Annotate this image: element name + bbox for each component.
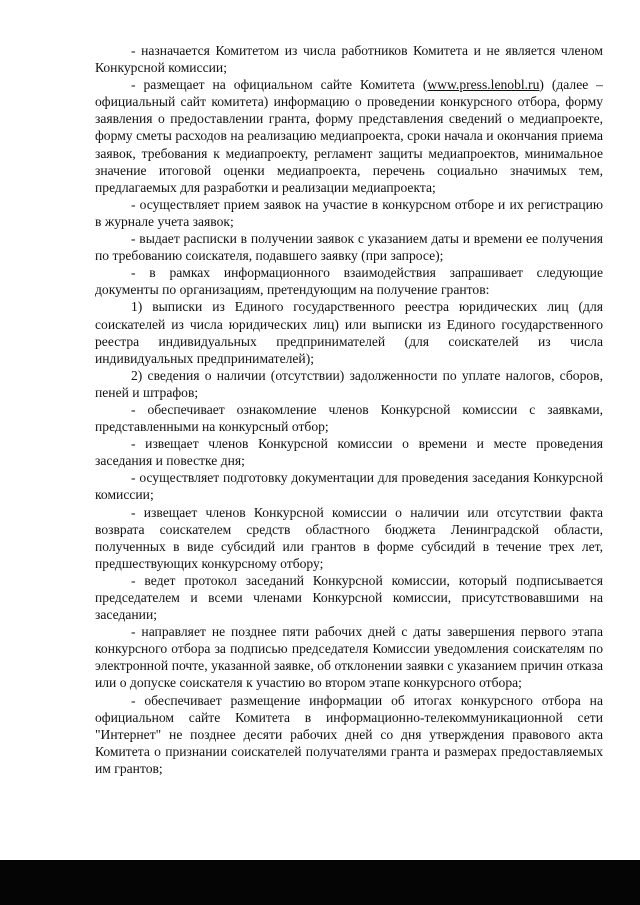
paragraph-text: ) (далее – официальный сайт комитета) информацию о проведении конкурсного отбора, форму заявления о предоставлении гранта, форму представления сведений о медиапроекте, форму сметы расходов на реализацию медиапроекта, сроки начала и окончания приема заявок, требования к медиапроекту, регламент защиты медиапроектов, минимальное значение итоговой оценки медиапроекта, перечень социально значимых тем, предлагаемых для разработки и реализации медиапроекта; [95,77,603,195]
paragraph-website [95,76,603,196]
paragraph-text: - размещает на официальном сайте Комитета ( [131,77,428,93]
paragraph: - извещает членов Конкурсной комиссии о времени и месте проведения заседания и повестке дня; [95,436,603,469]
paragraph: - выдает расписки в получении заявок с указанием даты и времени ее получения по требованию соискателя, подавшего заявку (при запросе); [95,231,603,264]
paragraph: - направляет не позднее пяти рабочих дней с даты завершения первого этапа конкурсного отбора за подписью председателя Комиссии уведомления соискателям по электронной почте, указанной заявке, об отклонении заявки с указанием причин отказа или о допуске соискателя к участию во втором этапе конкурсного отбора; [95,624,603,691]
scan-bottom-border [0,860,640,905]
document-body [95,42,603,777]
paragraph: 2) сведения о наличии (отсутствии) задолженности по уплате налогов, сборов, пеней и штрафов; [95,367,603,400]
paragraph: - обеспечивает ознакомление членов Конкурсной комиссии с заявками, представленными на конкурсный отбор; [95,401,603,435]
paragraph: - назначается Комитетом из числа работников Комитета и не является членом Конкурсной комиссии; [95,43,603,76]
paragraph: - извещает членов Конкурсной комиссии о наличии или отсутствии факта возврата соискателем средств областного бюджета Ленинградской области, полученных в виде субсидий или грантов в форме субсидий в течение трех лет, предшествующих конкурсному отбору; [95,504,603,571]
paragraph: - осуществляет подготовку документации для проведения заседания Конкурсной комиссии; [95,470,603,503]
website-link[interactable]: www.press.lenobl.ru [427,77,540,93]
paragraph: - ведет протокол заседаний Конкурсной комиссии, который подписывается председателем и всеми членами Конкурсной комиссии, присутствовавшими на заседании; [95,572,603,623]
paragraph: - в рамках информационного взаимодействия запрашивает следующие документы по организациям, претендующим на получение грантов: [95,265,603,298]
paragraph: - осуществляет прием заявок на участие в конкурсном отборе и их регистрацию в журнале учета заявок; [95,196,603,229]
paragraph: - обеспечивает размещение информации об итогах конкурсного отбора на официальном сайте Комитета в информационно-телекоммуникационной сети "Интернет" не позднее десяти рабочих дней со дня утверждения правового акта Комитета о признании соискателей получателями гранта и размерах предоставляемых им грантов; [95,692,603,776]
paragraph: 1) выписки из Единого государственного реестра юридических лиц (для соискателей из числа юридических лиц) или выписки из Единого государственного реестра индивидуальных предпринимателей (для соискателей из числа индивидуальных предпринимателей); [95,299,603,366]
